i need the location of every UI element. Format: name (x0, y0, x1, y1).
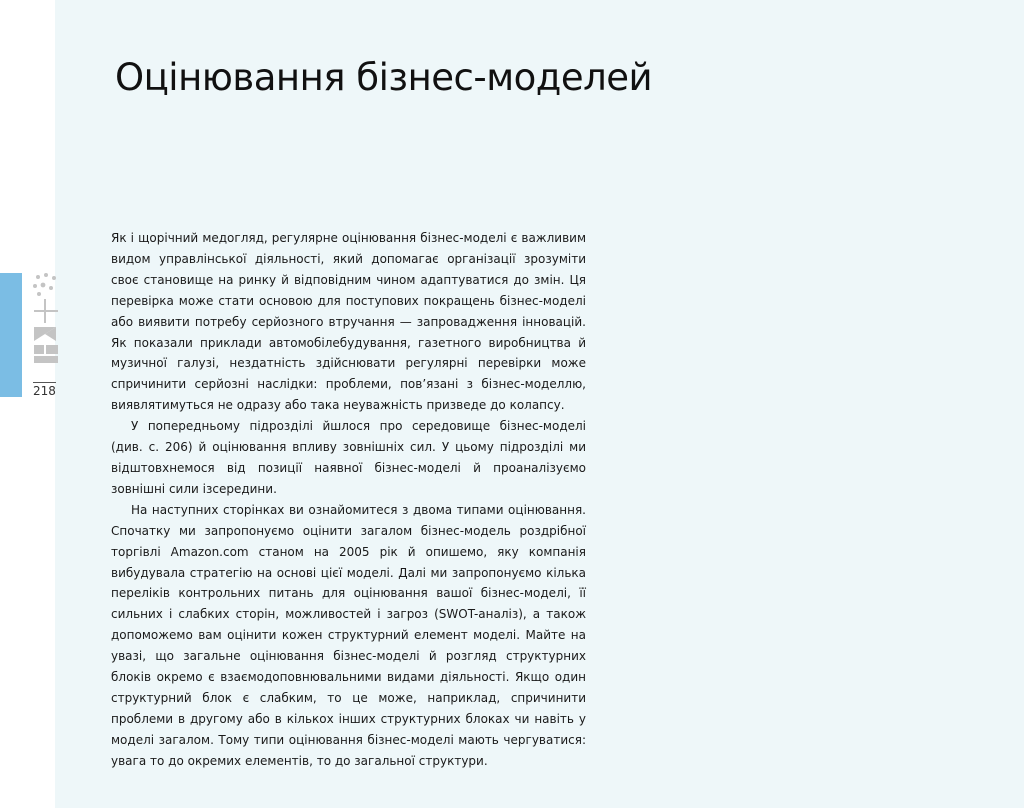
plus-cross-icon (34, 299, 58, 323)
dots-cluster-icon (33, 273, 56, 296)
blocks-icon (34, 345, 58, 363)
chapter-side-tab (0, 273, 22, 397)
paragraph-2: У попередньому підрозділі йшлося про середовище бізнес-моделі (див. с. 206) й оцінювання впливу зовнішніх сил. У цьому підрозділі ми відштовхнемося від позиції наявної бізнес-моделі й проаналізуємо зовнішні сили ізсередини. (111, 419, 586, 496)
chapter-icons (31, 272, 61, 372)
paragraph-1: Як і щорічний медогляд, регулярне оцінювання бізнес-моделі є важливим видом управлінської діяльності, який допомагає організації зрозуміти своє становище на ринку й відповідним чином адаптуватися до змін. Ця перевірка може стати основою для поступових покращень бізнес-моделі або виявити потребу серйозного втручання — запровадження інновацій. Як показали приклади автомобілебудування, газетного виробництва й музичної галузі, нездатність здійснювати регулярні перевірки може спричинити серйозні наслідки: проблеми, пов’язані з бізнес-моделлю, виявлятимуться не одразу або така неуважність призведе до колапсу. (111, 231, 586, 413)
page-number: 218 (33, 384, 56, 398)
page-title: Оцінювання бізнес-моделей (115, 56, 653, 99)
hourglass-icon (34, 327, 56, 341)
body-text (111, 228, 586, 772)
paragraph-3: На наступних сторінках ви ознайомитеся з двома типами оцінювання. Спочатку ми запропонуємо оцінити загалом бізнес-модель роздрібної торгівлі Amazon.com станом на 2005 рік й опишемо, яку компанія вибудувала стратегію на основі цієї моделі. Далі ми запропонуємо кілька переліків контрольних питань для оцінювання вашої бізнес-моделі, її сильних і слабких сторін, можливостей і загроз (SWOT-аналіз), а також допоможемо вам оцінити кожен структурний елемент моделі. Майте на увазі, що загальне оцінювання бізнес-моделі й розгляд структурних блоків окремо є взаємодоповнювальними видами діяльності. Якщо один структурний блок є слабким, то це може, наприклад, спричинити проблеми в другому або в кількох інших структурних блоках чи навіть у моделі загалом. Тому типи оцінювання бізнес-моделі мають чергуватися: увага то до окремих елементів, то до загальної структури. (111, 502, 586, 768)
